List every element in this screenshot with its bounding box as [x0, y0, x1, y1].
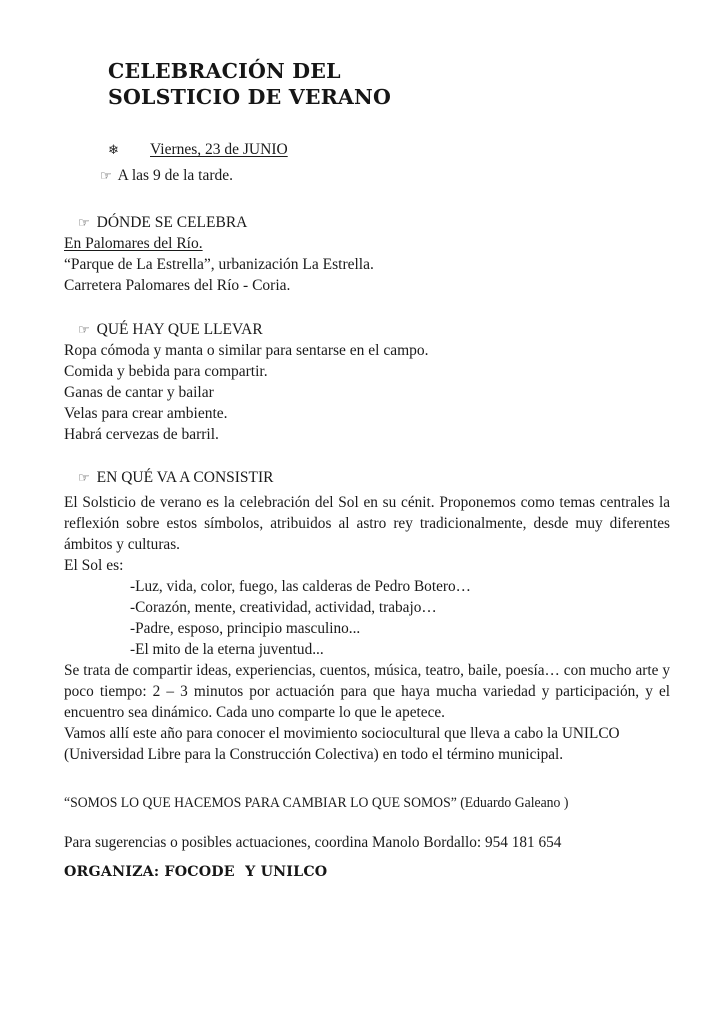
consistir-paragraph-1: El Solsticio de verano es la celebración del Sol en su cénit. Proponemos como temas centrales la reflexión sobre estos símbolos, atribuidos al astro rey tradicionalmente, desde muy diferentes ámbitos y culturas. [64, 494, 670, 553]
galeano-quote: “SOMOS LO QUE HACEMOS PARA CAMBIAR LO QUE SOMOS” (Eduardo Galeano ) [64, 795, 569, 811]
section-heading [78, 212, 670, 233]
organiza-text: ORGANIZA: FOCODE Y UNILCO [64, 864, 328, 880]
title-line-1: CELEBRACIÓN DEL [108, 59, 341, 83]
event-date-text: Viernes, 23 de JUNIO [150, 141, 288, 158]
section-heading-text: QUÉ HAY QUE LLEVAR [96, 321, 263, 338]
pointing-hand-icon: ☞ [78, 470, 90, 485]
bring-item: Comida y bebida para compartir. [64, 363, 268, 380]
venue-road: Carretera Palomares del Río - Coria. [64, 277, 291, 294]
section-en-que-va-a-consistir [64, 467, 670, 765]
section-donde-se-celebra [64, 212, 670, 296]
bring-item: Velas para crear ambiente. [64, 405, 228, 422]
pointing-hand-icon: ☞ [100, 168, 112, 183]
section-heading [78, 319, 670, 340]
section-heading-text: DÓNDE SE CELEBRA [96, 214, 248, 231]
bring-item: Ganas de cantar y bailar [64, 384, 214, 401]
snowflake-icon: ❄ [108, 142, 119, 157]
galeano-quote-block [64, 793, 670, 814]
event-date-row [108, 140, 288, 160]
section-que-hay-que-llevar [64, 319, 670, 445]
organiza-block [64, 862, 670, 883]
list-item: -El mito de la eterna juventud... [130, 641, 324, 658]
list-item: -Corazón, mente, creatividad, actividad, trabajo… [130, 599, 437, 616]
page-title [108, 58, 588, 110]
sol-lead-in: El Sol es: [64, 557, 124, 574]
list-item: -Padre, esposo, principio masculino... [130, 620, 361, 637]
venue-town-row [64, 233, 670, 254]
consistir-paragraph-3: Vamos allí este año para conocer el movimiento sociocultural que lleva a cabo la UNILCO (Universidad Libre para la Construcción Colectiva) en todo el término municipal. [64, 725, 620, 763]
bring-item: Habrá cervezas de barril. [64, 426, 219, 443]
contact-block [64, 832, 670, 853]
pointing-hand-icon: ☞ [78, 322, 90, 337]
event-time-text: A las 9 de la tarde. [117, 167, 234, 184]
contact-text: Para sugerencias o posibles actuaciones, coordina Manolo Bordallo: 954 181 654 [64, 834, 562, 851]
venue-park: “Parque de La Estrella”, urbanización La Estrella. [64, 256, 374, 273]
sol-attributes-list [64, 576, 670, 660]
section-heading [78, 467, 670, 488]
event-time-row [100, 166, 233, 186]
list-item: -Luz, vida, color, fuego, las calderas de Pedro Botero… [130, 578, 471, 595]
section-heading-text: EN QUÉ VA A CONSISTIR [96, 469, 274, 486]
bring-item: Ropa cómoda y manta o similar para sentarse en el campo. [64, 342, 429, 359]
venue-town: En Palomares del Río. [64, 235, 203, 252]
consistir-paragraph-2: Se trata de compartir ideas, experiencias, cuentos, música, teatro, baile, poesía… con mucho arte y poco tiempo: 2 – 3 minutos por actuación para que haya mucha variedad y participación, y el encuentro sea dinámico. Cada uno comparte lo que le apetece. [64, 662, 670, 721]
title-line-2: SOLSTICIO DE VERANO [108, 85, 392, 109]
pointing-hand-icon: ☞ [78, 215, 90, 230]
